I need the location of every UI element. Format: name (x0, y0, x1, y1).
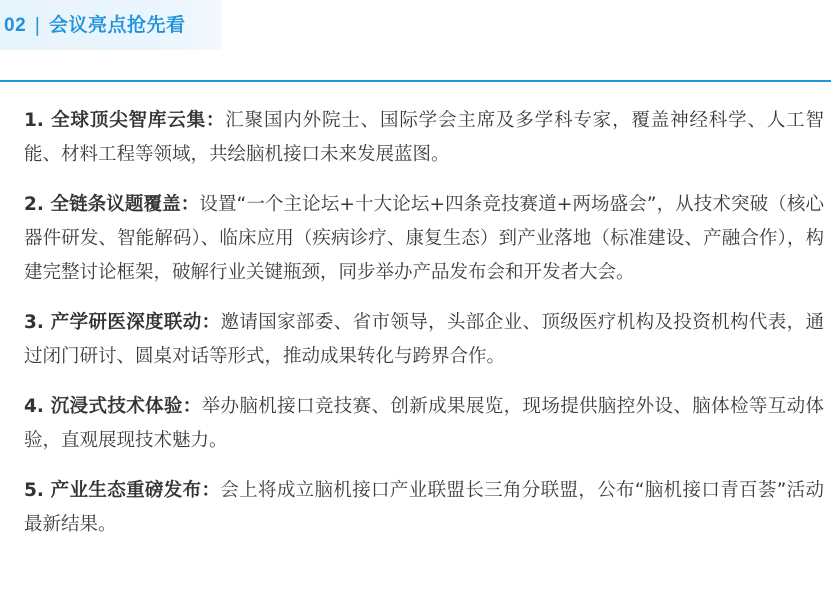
highlight-text: 汇聚国内外院士、国际学会主席及多学科专家，覆盖神经科学、人工智能、材料工程等领域，共绘脑机接口未来发展蓝图。 (24, 110, 824, 165)
highlight-item-2 (24, 188, 824, 290)
highlight-lead: 5. 产业生态重磅发布： (24, 480, 221, 501)
highlight-lead: 2. 全链条议题覆盖： (24, 194, 200, 215)
highlight-text: 举办脑机接口竞技赛、创新成果展览，现场提供脑控外设、脑体检等互动体验，直观展现技术魅力。 (24, 396, 824, 451)
highlight-item-1 (24, 104, 824, 172)
section-divider (0, 80, 831, 82)
highlight-text: 设置“一个主论坛+十大论坛+四条竞技赛道+两场盛会”，从技术突破（核心器件研发、智能解码）、临床应用（疾病诊疗、康复生态）到产业落地（标准建设、产融合作），构建完整讨论框架，破解行业关键瓶颈，同步举办产品发布会和开发者大会。 (24, 194, 824, 283)
section-separator: | (34, 14, 42, 36)
highlight-lead: 1. 全球顶尖智库云集： (24, 110, 226, 131)
highlight-item-5 (24, 474, 824, 542)
highlight-item-3 (24, 306, 824, 374)
section-number: 02 (4, 15, 27, 36)
section-title-text: 会议亮点抢先看 (49, 14, 186, 36)
highlight-lead: 4. 沉浸式技术体验： (24, 396, 202, 417)
highlight-text: 会上将成立脑机接口产业联盟长三角分联盟，公布“脑机接口青百荟”活动最新结果。 (24, 480, 825, 535)
highlight-text: 邀请国家部委、省市领导，头部企业、顶级医疗机构及投资机构代表，通过闭门研讨、圆桌对话等形式，推动成果转化与跨界合作。 (24, 312, 824, 367)
section-title (4, 8, 186, 42)
highlights-list (24, 104, 824, 558)
highlight-item-4 (24, 390, 824, 458)
highlight-lead: 3. 产学研医深度联动： (24, 312, 221, 333)
